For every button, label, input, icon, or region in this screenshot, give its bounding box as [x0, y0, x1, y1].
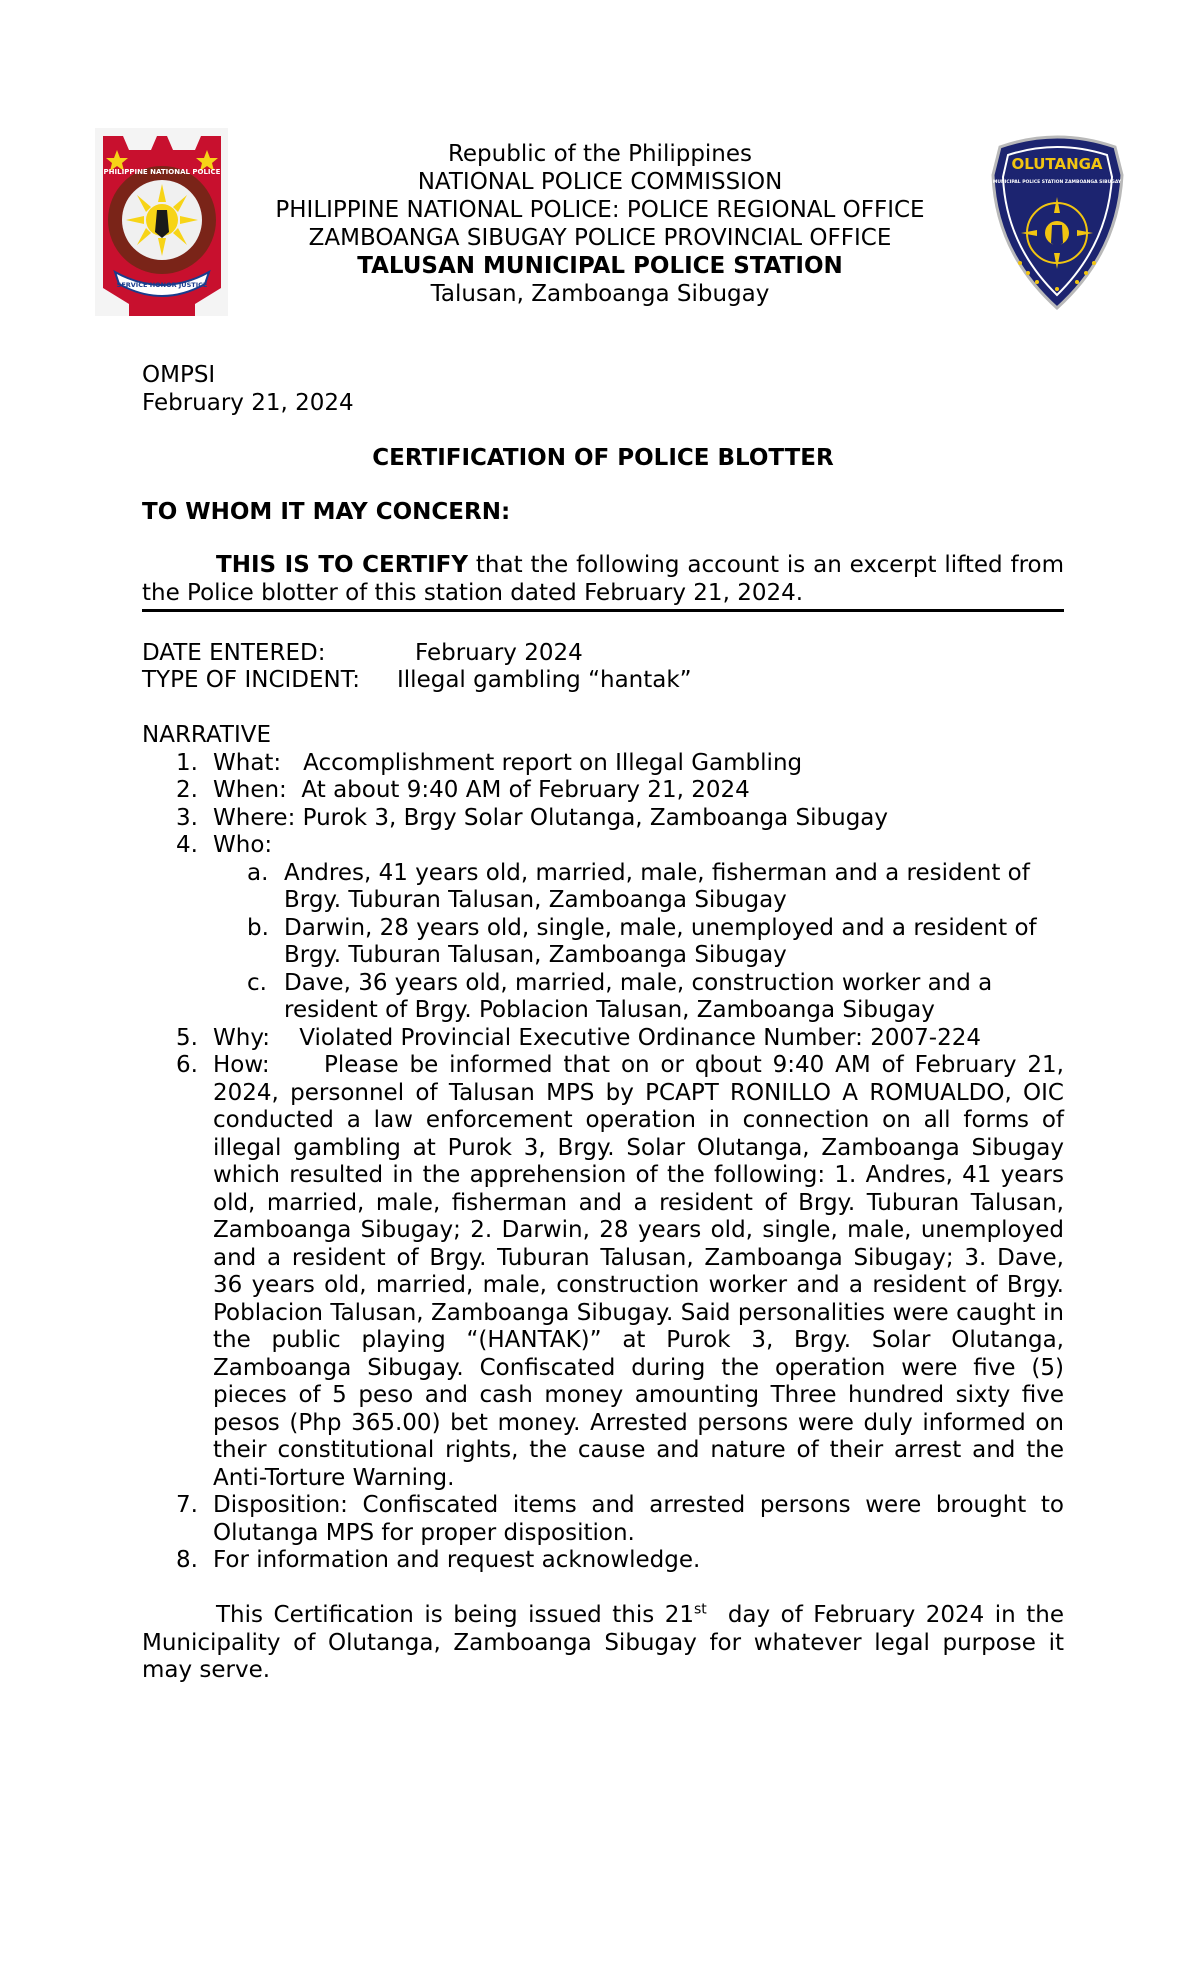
pnp-seal-icon	[95, 128, 228, 316]
closing-paragraph	[142, 1601, 1072, 1685]
list-item: b. Darwin, 28 years old, single, male, unemployed and a resident of Brgy. Tuburan Talusan, Zamboanga Sibugay	[247, 914, 1037, 968]
list-item: c. Dave, 36 years old, married, male, construction worker and a resident of Brgy. Poblacion Talusan, Zamboanga Sibugay	[247, 969, 993, 1023]
list-item: 4. Who:	[176, 832, 273, 858]
narrative-list	[142, 750, 1064, 860]
date-entered-value: February 2024	[415, 639, 583, 666]
header-line-pnp: PHILIPPINE NATIONAL POLICE: POLICE REGIONAL OFFICE	[275, 197, 925, 223]
incident-type-value: Illegal gambling “hantak”	[397, 667, 692, 693]
olutanga-badge-icon	[990, 133, 1125, 311]
list-item: 2. When: At about 9:40 AM of February 21, 2024	[176, 777, 750, 803]
who-sublist	[142, 860, 1064, 1025]
date-entered-label: DATE ENTERED:	[142, 639, 326, 666]
item-what: What: Accomplishment report on Illegal Gambling	[213, 749, 803, 776]
header-line-station: TALUSAN MUNICIPAL POLICE STATION	[357, 253, 843, 279]
document-body	[142, 362, 1072, 1685]
list-item: a. Andres, 41 years old, married, male, fisherman and a resident of Brgy. Tuburan Talusan, Zamboanga Sibugay	[247, 859, 1030, 913]
olutanga-subtitle: MUNICIPAL POLICE STATION ZAMBOANGA SIBUGAY	[992, 180, 1122, 185]
incident-type-row	[142, 667, 1064, 695]
document-title: CERTIFICATION OF POLICE BLOTTER	[372, 445, 834, 471]
item-who: Who:	[213, 832, 273, 858]
document-date: February 21, 2024	[142, 389, 354, 416]
date-entered-row	[142, 640, 1064, 668]
item-where: Where: Purok 3, Brgy Solar Olutanga, Zamboanga Sibugay	[213, 804, 889, 831]
list-item: 5. Why: Violated Provincial Executive Ordinance Number: 2007-224	[176, 1024, 981, 1051]
certify-lead: THIS IS TO CERTIFY	[216, 552, 469, 578]
closing-text-a: This Certification is being issued this 21	[216, 1602, 695, 1628]
narrative-heading: NARRATIVE	[142, 722, 272, 748]
header-line-province: ZAMBOANGA SIBUGAY POLICE PROVINCIAL OFFICE	[308, 225, 892, 251]
certify-paragraph	[142, 552, 1064, 612]
header-line-location: Talusan, Zamboanga Sibugay	[430, 281, 770, 307]
item-how: How: Please be informed that on or qbout 9:40 AM of February 21, 2024, personnel of Talusan MPS by PCAPT RONILLO A ROMUALDO, OIC conducted a law enforcement operation in connection on all forms of illegal gambling at Purok 3, Brgy. Solar Olutanga, Zamboanga Sibugay which resulted in the apprehension of the following: 1. Andres, 41 years old, married, male, fisherman and a resident of Brgy. Tuburan Talusan, Zamboanga Sibugay; 2. Darwin, 28 years old, single, male, unemployed and a resident of Brgy. Tuburan Talusan, Zamboanga Sibugay; 3. Dave, 36 years old, married, male, construction worker and a resident of Brgy. Poblacion Talusan, Zamboanga Sibugay. Said personalities were caught in the public playing “(HANTAK)” at Purok 3, Brgy. Solar Olutanga, Zamboanga Sibugay. Confiscated during the operation were five (5) pieces of 5 peso and cash money amounting Three hundred sixty five pesos (Php 365.00) bet money. Arrested persons were duly informed on their constitutional rights, the cause and nature of their arrest and the Anti-Torture Warning.	[213, 1052, 1072, 1491]
pnp-ring-text: PHILIPPINE NATIONAL POLICE	[103, 168, 221, 176]
item-disposition: Disposition: Confiscated items and arrested persons were brought to Olutanga MPS for proper disposition.	[213, 1492, 1064, 1546]
header-line-republic: Republic of the Philippines	[447, 141, 753, 167]
item-who-b: Darwin, 28 years old, single, male, unemployed and a resident of Brgy. Tuburan Talusan, Zamboanga Sibugay	[284, 914, 1037, 968]
list-item: 8. For information and request acknowledge.	[176, 1547, 701, 1573]
narrative-list-continued	[142, 1024, 1072, 1575]
item-when: When: At about 9:40 AM of February 21, 2024	[213, 777, 750, 803]
list-item: 7. Disposition: Confiscated items and arrested persons were brought to Olutanga MPS for proper disposition.	[176, 1492, 1064, 1546]
closing-text-b: day of February 2024 in the Municipality of Olutanga, Zamboanga Sibugay for whatever legal purpose it may serve.	[142, 1602, 1072, 1683]
item-who-c: Dave, 36 years old, married, male, construction worker and a resident of Brgy. Poblacion Talusan, Zamboanga Sibugay	[284, 969, 993, 1023]
list-item: 3. Where: Purok 3, Brgy Solar Olutanga, Zamboanga Sibugay	[176, 804, 889, 831]
list-item: 1. What: Accomplishment report on Illegal Gambling	[176, 749, 803, 776]
pnp-banner-text: SERVICE HONOR JUSTICE	[116, 281, 208, 289]
olutanga-title: OLUTANGA	[1011, 155, 1103, 173]
header-line-napolcom: NATIONAL POLICE COMMISSION	[417, 169, 783, 195]
item-info: For information and request acknowledge.	[213, 1547, 701, 1573]
salutation: TO WHOM IT MAY CONCERN:	[142, 498, 511, 525]
certify-text: that the following account is an excerpt lifted from the Police blotter of this station dated February 21, 2024.	[142, 552, 1064, 606]
office-code: OMPSI	[142, 362, 216, 388]
item-who-a: Andres, 41 years old, married, male, fisherman and a resident of Brgy. Tuburan Talusan, Zamboanga Sibugay	[284, 859, 1030, 913]
incident-type-label: TYPE OF INCIDENT:	[142, 667, 361, 693]
letterhead	[230, 140, 970, 308]
item-why: Why: Violated Provincial Executive Ordinance Number: 2007-224	[213, 1024, 981, 1051]
closing-ordinal: st	[694, 1601, 707, 1618]
list-item: 6. How: Please be informed that on or qbout 9:40 AM of February 21, 2024, personnel of Talusan MPS by PCAPT RONILLO A ROMUALDO, OIC conducted a law enforcement operation in connection on all forms of illegal gambling at Purok 3, Brgy. Solar Olutanga, Zamboanga Sibugay which resulted in the apprehension of the following: 1. Andres, 41 years old, married, male, fisherman and a resident of Brgy. Tuburan Talusan, Zamboanga Sibugay; 2. Darwin, 28 years old, single, male, unemployed and a resident of Brgy. Tuburan Talusan, Zamboanga Sibugay; 3. Dave, 36 years old, married, male, construction worker and a resident of Brgy. Poblacion Talusan, Zamboanga Sibugay. Said personalities were caught in the public playing “(HANTAK)” at Purok 3, Brgy. Solar Olutanga, Zamboanga Sibugay. Confiscated during the operation were five (5) pieces of 5 peso and cash money amounting Three hundred sixty five pesos (Php 365.00) bet money. Arrested persons were duly informed on their constitutional rights, the cause and nature of their arrest and the Anti-Torture Warning.	[176, 1052, 1072, 1491]
